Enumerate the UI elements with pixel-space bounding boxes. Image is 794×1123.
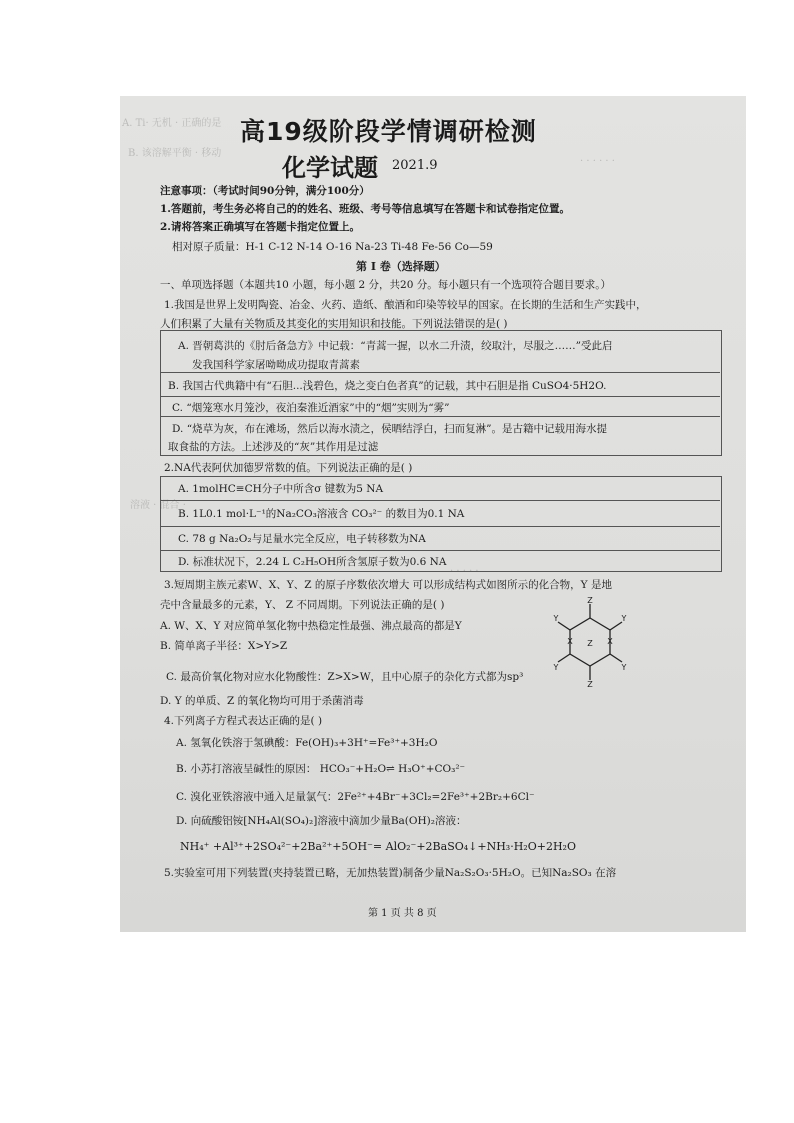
- q3-option-c: C. 最高价氧化物对应水化物酸性：Z>X>W，且中心原子的杂化方式都为sp³: [166, 671, 524, 683]
- q4-option-a: A. 氢氧化铁溶于氢碘酸：Fe(OH)₃+3H⁺=Fe³⁺+3H₂O: [176, 737, 438, 749]
- atom-label: Y: [553, 663, 559, 672]
- divider: [160, 500, 720, 501]
- exam-paper: [120, 96, 746, 932]
- exam-subtitle: 化学试题: [282, 154, 378, 182]
- divider: [160, 550, 720, 551]
- divider: [160, 372, 720, 373]
- molecule-structure-diagram: [550, 596, 630, 688]
- exam-title: 高19级阶段学情调研检测: [240, 117, 537, 146]
- atom-label: X: [607, 637, 613, 646]
- atom-label: Z: [587, 596, 593, 605]
- q4-option-b: B. 小苏打溶液呈碱性的原因： HCO₃⁻+H₂O⇌ H₃O⁺+CO₃²⁻: [176, 763, 466, 775]
- atom-label: Z: [587, 680, 593, 688]
- divider: [160, 416, 720, 417]
- bleed-through-text: A. Ti· 无机 · 正确的是: [122, 118, 222, 129]
- atomic-mass-line: 相对原子质量：H-1 C-12 N-14 O-16 Na-23 Ti-48 Fe-56 Co—59: [172, 241, 493, 253]
- q1-stem-2: 人们积累了大量有关物质及其变化的实用知识和技能。下列说法错误的是( ): [160, 318, 508, 330]
- q1-stem-1: 1.我国是世界上发明陶瓷、冶金、火药、造纸、酿酒和印染等较早的国家。在长期的生活和生产实践中，: [164, 299, 647, 311]
- q1-option-a-1: A. 晋朝葛洪的《肘后备急方》中记载：“青蒿一握，以水二升渍，绞取汁，尽服之……”受此启: [178, 340, 613, 352]
- section-title: 第 Ⅰ 卷（选择题）: [356, 260, 446, 273]
- q1-option-c: C. “烟笼寒水月笼沙，夜泊秦淮近酒家”中的“烟”实则为“雾”: [172, 402, 450, 414]
- q1-option-d-2: 取食盐的方法。上述涉及的“灰”其作用是过滤: [168, 441, 379, 453]
- q2-option-a: A. 1molHC≡CH分子中所含σ 键数为5 NA: [178, 483, 384, 495]
- q4-stem: 4.下列离子方程式表达正确的是( ): [164, 715, 323, 727]
- page-footer: 第 1 页 共 8 页: [368, 908, 437, 919]
- bleed-through-text: · · · · ·: [450, 566, 479, 577]
- atom-label: Y: [553, 614, 559, 623]
- q2-stem: 2.NA代表阿伏加德罗常数的值。下列说法正确的是( ): [164, 462, 413, 474]
- q3-option-b: B. 简单离子半径：X>Y>Z: [160, 640, 288, 652]
- q5-stem: 5.实验室可用下列装置(夹持装置已略，无加热装置)制备少量Na₂S₂O₃·5H₂O。已知Na₂SO₃ 在溶: [164, 867, 617, 879]
- q3-option-a: A. W、X、Y 对应简单氢化物中热稳定性最强、沸点最高的都是Y: [160, 620, 462, 632]
- exam-photo: [120, 96, 746, 932]
- atom-label: X: [567, 637, 573, 646]
- q1-option-d-1: D. “烧草为灰，布在滩场，然后以海水渍之，侯晒结浮白，扫而复淋”。是古籍中记载用海水提: [172, 423, 607, 435]
- bleed-through-text: B. 该溶解平衡 · 移动: [128, 148, 222, 159]
- divider: [160, 526, 720, 527]
- q3-stem-2: 壳中含量最多的元素，Y、 Z 不同周期。下列说法正确的是( ): [160, 599, 445, 611]
- q2-option-b: B. 1L0.1 mol·L⁻¹的Na₂CO₃溶液含 CO₃²⁻ 的数目为0.1 NA: [178, 508, 465, 520]
- q3-option-d: D. Y 的单质、Z 的氧化物均可用于杀菌消毒: [160, 695, 364, 707]
- section-intro: 一、单项选择题（本题共10 小题，每小题 2 分，共20 分。每小题只有一个选项符合题目要求。）: [160, 279, 612, 291]
- bleed-through-text: 溶液 · 混合 ·: [130, 500, 186, 511]
- q2-option-c: C. 78 g Na₂O₂与足量水完全反应，电子转移数为NA: [178, 533, 426, 545]
- atom-label: Y: [621, 663, 627, 672]
- notes-heading: 注意事项：（考试时间90分钟，满分100分）: [160, 185, 370, 197]
- exam-date: 2021.9: [392, 158, 438, 173]
- q1-option-a-2: 发我国科学家屠呦呦成功提取青蒿素: [192, 359, 360, 371]
- bleed-through-text: · · · · · ·: [580, 156, 615, 167]
- q2-option-d: D. 标准状况下，2.24 L C₂H₅OH所含氢原子数为0.6 NA: [178, 556, 447, 568]
- divider: [160, 396, 720, 397]
- q4-option-c: C. 溴化亚铁溶液中通入足量氯气：2Fe²⁺+4Br⁻+3Cl₂=2Fe³⁺+2Br₂+6Cl⁻: [176, 791, 535, 803]
- q4-option-d: D. 向硫酸铝铵[NH₄Al(SO₄)₂]溶液中滴加少量Ba(OH)₂溶液：: [176, 815, 467, 827]
- q1-option-b: B. 我国古代典籍中有“石胆...浅碧色，烧之变白色者真”的记载，其中石胆是指 CuSO4·5H2O.: [168, 380, 607, 392]
- q3-stem-1: 3.短周期主族元素W、X、Y、Z 的原子序数依次增大 可以形成结构式如图所示的化合物，Y 是地: [164, 579, 612, 591]
- atom-label: Y: [621, 614, 627, 623]
- atom-label: Z: [587, 639, 593, 648]
- q4-option-d-equation: NH₄⁺ +Al³⁺+2SO₄²⁻+2Ba²⁺+5OH⁻= AlO₂⁻+2BaSO₄↓+NH₃·H₂O+2H₂O: [180, 840, 576, 853]
- notes-item-1: 1.答题前，考生务必将自己的的姓名、班级、考号等信息填写在答题卡和试卷指定位置。: [160, 203, 570, 215]
- notes-item-2: 2.请将答案正确填写在答题卡指定位置上。: [160, 221, 360, 233]
